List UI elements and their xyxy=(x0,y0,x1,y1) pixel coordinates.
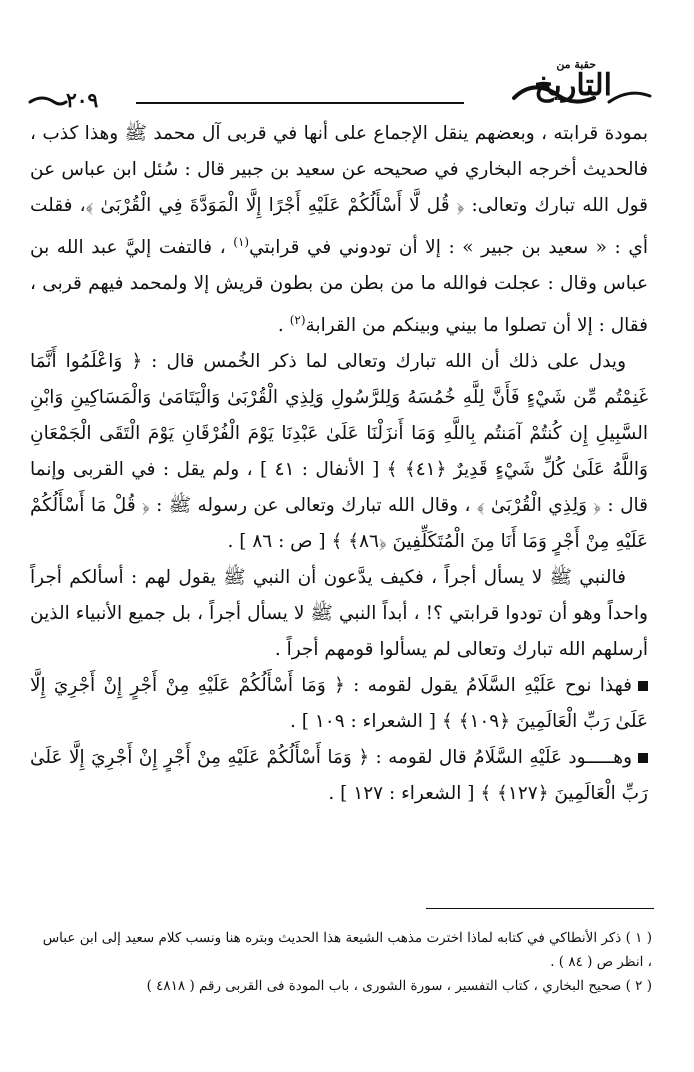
paragraph-5 xyxy=(30,740,648,812)
paragraph-1-end: . xyxy=(277,315,284,337)
footnote-2: ( ٢ ) صحيح البخاري ، كتاب التفسير ، سورة الشورى ، باب المودة فى القربى رقم ( ٤٨١٨ ) xyxy=(146,978,652,994)
paragraph-5-text: وهـــــود عَلَيْهِ السَّلَامُ قال لقومه : ﴿ وَمَا أَسْأَلُكُمْ عَلَيْهِ مِنْ أَجْرٍ إِنْ أَجْرِيَ إِلَّا عَلَىٰ رَبِّ الْعَالَمِينَ ﴿١٢٧﴾ ﴾ [ الشعراء : ١٢٧ ] . xyxy=(30,747,648,805)
page-header xyxy=(28,58,654,118)
logo-swash-icon xyxy=(504,58,654,114)
main-text xyxy=(30,116,648,812)
logo-title: التاريخ xyxy=(534,68,612,103)
square-bullet-icon xyxy=(638,753,648,763)
header-rule xyxy=(136,102,464,104)
book-title-logo xyxy=(504,58,654,114)
paragraph-4-text: فهذا نوح عَلَيْهِ السَّلَامُ يقول لقومه : ﴿ وَمَا أَسْأَلُكُمْ عَلَيْهِ مِنْ أَجْرٍ إِنْ أَجْرِيَ إِلَّا عَلَىٰ رَبِّ الْعَالَمِينَ ﴿١٠٩﴾ ﴾ [ الشعراء : ١٠٩ ] . xyxy=(30,675,648,733)
paragraph-3: فالنبي ﷺ لا يسأل أجراً ، فكيف يدَّعون أن النبي ﷺ يقول لهم : أسألكم أجراً واحداً وهو أن تودوا قرابتي ؟! ، أبداً النبي ﷺ لا يسأل أجراً ، بل جميع الأنبياء الذين أرسلهم الله تبارك وتعالى لم يسألوا قومهم أجراً . xyxy=(30,567,648,661)
footnote-ref-2: (٢) xyxy=(289,313,306,328)
page-number-swash-icon xyxy=(28,92,68,110)
square-bullet-icon xyxy=(638,681,648,691)
page-number: ٢٠٩ xyxy=(66,88,99,112)
footnote-ref-1: (١) xyxy=(233,235,250,249)
paragraph-2: ويدل على ذلك أن الله تبارك وتعالى لما ذكر الخُمس قال : ﴿ وَاعْلَمُوا أَنَّمَا غَنِمْتُم مِّن شَيْءٍ فَأَنَّ لِلَّهِ خُمُسَهُ وَلِلرَّسُولِ وَلِذِي الْقُرْبَىٰ وَالْيَتَامَىٰ وَالْمَسَاكِينِ وَابْنِ السَّبِيلِ إِن كُنتُمْ آمَنتُم بِاللَّهِ وَمَا أَنزَلْنَا عَلَىٰ عَبْدِنَا يَوْمَ الْفُرْقَانِ يَوْمَ الْتَقَى الْجَمْعَانِ وَاللَّهُ عَلَىٰ كُلِّ شَيْءٍ قَدِيرٌ ﴿٤١﴾ ﴾ [ الأنفال : ٤١ ] ، ولم يقل : في القربى وإنما قال : ﴿ وَلِذِي الْقُرْبَىٰ ﴾ ، وقال الله تبارك وتعالى عن رسوله ﷺ : ﴿ قُلْ مَا أَسْأَلُكُمْ عَلَيْهِ مِنْ أَجْرٍ وَمَا أَنَا مِنَ الْمُتَكَلِّفِينَ ﴿٨٦﴾ ﴾ [ ص : ٨٦ ] . xyxy=(30,351,648,553)
paragraph-1-text: بمودة قرابته ، وبعضهم ينقل الإجماع على أنها في قربى آل محمد ﷺ وهذا كذب ، فالحديث أخرجه البخاري في صحيحه عن سعيد بن جبير قال : سُئل ابن عباس عن قول الله تبارك وتعالى: ﴿ قُل لَّا أَسْأَلُكُمْ عَلَيْهِ أَجْرًا إِلَّا الْمَوَدَّةَ فِي الْقُرْبَىٰ ﴾، فقلت أي : « سعيد بن جبير » : إلا أن تودوني في قرابتي xyxy=(30,123,648,259)
paragraph-4 xyxy=(30,668,648,740)
paragraph-1-tail: ، فالتفت إليَّ عبد الله بن عباس وقال : عجلت فوالله ما من بطن من بطون قريش إلا ولمحمد فيهم قربى ، فقال : إلا أن تصلوا ما بيني وبينكم من القرابة xyxy=(30,237,648,337)
logo-subtitle: حقبة من xyxy=(556,58,596,71)
paragraph-1 xyxy=(30,116,648,344)
footnotes xyxy=(40,926,652,998)
footnote-1: ( ١ ) ذكر الأنطاكي في كتابه لماذا اخترت مذهب الشيعة هذا الحديث وبتره هنا ونسب كلام سعيد إلى ابن عباس ، انظر ص ( ٨٤ ) . xyxy=(42,930,652,970)
footnote-divider xyxy=(426,908,654,909)
